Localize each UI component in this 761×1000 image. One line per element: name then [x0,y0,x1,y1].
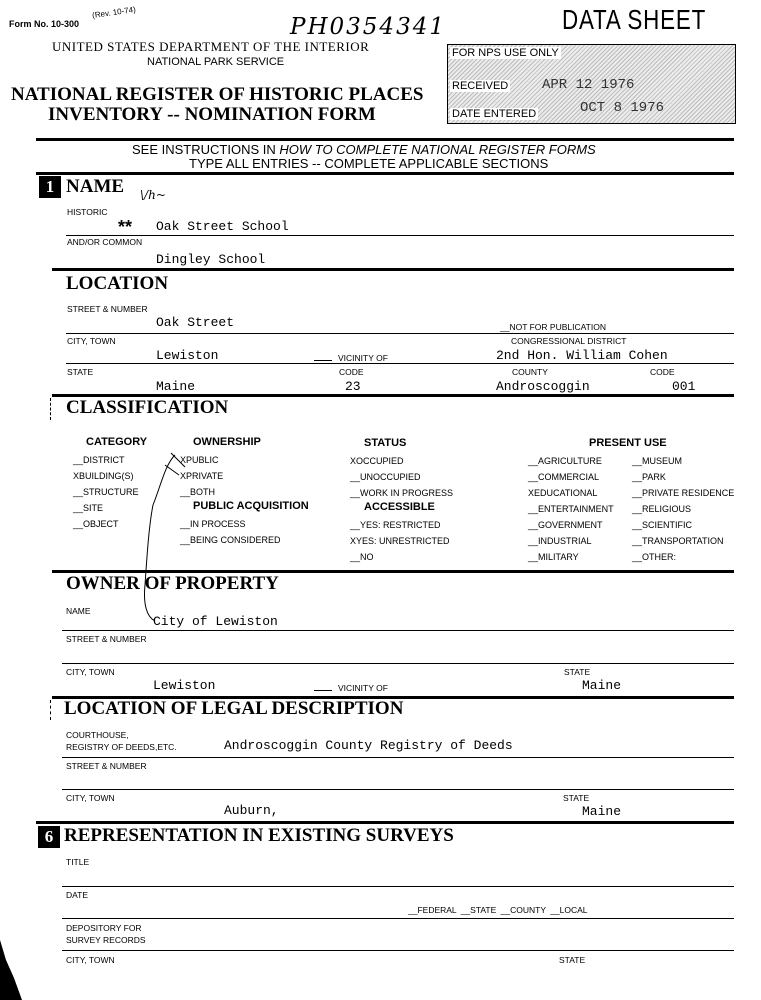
historic-marks: ** [118,217,133,237]
survey-title-line [62,886,734,887]
category-structure[interactable]: __STRUCTURE [73,487,139,497]
use-scientific[interactable]: __SCIENTIFIC [632,520,693,530]
use-religious[interactable]: __RELIGIOUS [632,504,692,514]
owner-name-value: City of Lewiston [153,614,278,629]
margin-mark-2 [50,700,51,720]
present-use-column2 [632,453,734,565]
accessible-no[interactable]: __NO [350,552,374,562]
not-for-publication: __NOT FOR PUBLICATION [500,322,606,332]
city-label: CITY, TOWN [67,336,116,346]
historic-label: HISTORIC [67,207,108,217]
category-buildings[interactable]: XBUILDING(S) [73,471,134,481]
use-entertainment[interactable]: __ENTERTAINMENT [528,504,614,514]
present-use-column1 [528,453,614,565]
survey-city-label: CITY, TOWN [66,955,115,965]
section-title-name: NAME [66,176,125,197]
acquisition-being-considered[interactable]: __BEING CONSIDERED [180,535,281,545]
section5-divider [36,821,734,824]
courthouse-line [62,757,734,758]
scan-edge-artifact [0,940,24,1000]
form-title-line1: NATIONAL REGISTER OF HISTORIC PLACES [11,84,424,105]
street-value: Oak Street [156,315,235,330]
vicinity-label: VICINITY OF [314,353,388,363]
courthouse-label-1: COURTHOUSE, [66,730,129,740]
present-use-header: PRESENT USE [589,437,667,449]
use-transportation[interactable]: __TRANSPORTATION [632,536,724,546]
form-revision: (Rev. 10-74) [91,4,137,21]
survey-state-label: STATE [559,955,586,965]
county-code-label: CODE [650,367,675,377]
section-title-classification: CLASSIFICATION [66,397,229,418]
courthouse-label-2: REGISTRY OF DEEDS,ETC. [66,742,177,752]
use-other[interactable]: __OTHER: [632,552,677,562]
common-name-value: Dingley School [156,252,266,267]
date-entered-label: DATE ENTERED [452,108,537,120]
ownership-both[interactable]: __BOTH [180,487,216,497]
received-label: RECEIVED [452,80,509,92]
handwritten-bracket [135,445,195,625]
ownership-header: OWNERSHIP [193,436,261,448]
section-title-legal-description: LOCATION OF LEGAL DESCRIPTION [64,698,404,719]
owner-vicinity-label: VICINITY OF [314,683,388,693]
section-title-location: LOCATION [66,273,169,294]
acquisition-in-process[interactable]: __IN PROCESS [180,519,246,529]
section-title-surveys: REPRESENTATION IN EXISTING SURVEYS [64,825,454,846]
status-occupied[interactable]: XOCCUPIED [350,456,404,466]
use-park[interactable]: __PARK [632,472,666,482]
accessible-unrestricted[interactable]: XYES: UNRESTRICTED [350,536,450,546]
status-header: STATUS [364,437,407,449]
owner-street-label: STREET & NUMBER [66,634,147,644]
instructions-divider [36,172,734,175]
survey-levels: __FEDERAL __STATE __COUNTY __LOCAL [408,905,588,915]
use-military[interactable]: __MILITARY [528,552,579,562]
acquisition-list [180,516,281,548]
handwritten-reference-number: PH0354341 [290,14,446,40]
margin-mark [50,398,51,420]
data-sheet-heading: DATA SHEET [562,4,707,35]
received-stamp: APR 12 1976 [542,77,635,93]
owner-name-label: NAME [66,606,91,616]
owner-state-label: STATE [564,667,591,677]
code-label: CODE [339,367,364,377]
status-work-in-progress[interactable]: __WORK IN PROGRESS [350,488,454,498]
category-list [73,452,139,532]
category-object[interactable]: __OBJECT [73,519,119,529]
owner-city-value: Lewiston [153,678,216,693]
form-title-line2: INVENTORY -- NOMINATION FORM [48,104,376,125]
survey-date-label: DATE [66,890,89,900]
status-list [350,453,453,501]
category-site[interactable]: __SITE [73,503,104,513]
instructions-line1: SEE INSTRUCTIONS IN HOW TO COMPLETE NATIONAL REGISTER FORMS [132,142,596,157]
legal-state-label: STATE [563,793,590,803]
status-unoccupied[interactable]: __UNOCCUPIED [350,472,421,482]
state-label: STATE [67,367,94,377]
legal-state-value: Maine [582,804,622,819]
department-name: UNITED STATES DEPARTMENT OF THE INTERIOR [52,39,370,54]
survey-title-label: TITLE [66,857,90,867]
courthouse-value: Androscoggin County Registry of Deeds [224,738,513,753]
street-label: STREET & NUMBER [67,304,148,314]
nps-use-label: FOR NPS USE ONLY [452,47,559,59]
use-private-residence[interactable]: __PRIVATE RESIDENCE [632,488,735,498]
section1-divider [52,268,734,271]
owner-city-label: CITY, TOWN [66,667,115,677]
historic-line [66,235,734,236]
service-name: NATIONAL PARK SERVICE [147,56,285,68]
county-label: COUNTY [512,367,548,377]
legal-city-value: Auburn, [224,803,279,818]
depository-label-1: DEPOSITORY FOR [66,923,142,933]
acquisition-header: PUBLIC ACQUISITION [193,500,309,512]
historic-name-value: Oak Street School [156,219,289,234]
use-educational[interactable]: XEDUCATIONAL [528,488,598,498]
street-line [66,333,734,334]
owner-street-line [62,663,734,664]
common-label: AND/OR COMMON [67,237,143,247]
city-line [66,363,734,364]
ownership-private[interactable]: XPRIVATE [180,471,224,481]
county-value: Androscoggin [496,379,590,394]
section-number-6: 6 [38,826,60,848]
county-code-value: 001 [672,379,696,394]
form-number: Form No. 10-300 [9,19,80,29]
section-number-1: 1 [39,176,61,198]
use-agriculture[interactable]: __AGRICULTURE [528,456,602,466]
header-divider [36,138,734,141]
entered-stamp: OCT 8 1976 [580,100,665,116]
section-title-owner: OWNER OF PROPERTY [66,573,279,594]
use-commercial[interactable]: __COMMERCIAL [528,472,600,482]
survey-date-line [62,918,734,919]
category-district[interactable]: __DISTRICT [73,455,125,465]
state-value: Maine [156,379,196,394]
depository-label-2: SURVEY RECORDS [66,935,146,945]
depository-line [62,950,734,951]
accessible-header: ACCESSIBLE [364,501,435,513]
legal-city-label: CITY, TOWN [66,793,115,803]
owner-state-value: Maine [582,678,622,693]
nps-use-only-box [447,44,736,124]
use-government[interactable]: __GOVERNMENT [528,520,603,530]
congressional-value: 2nd Hon. William Cohen [496,348,668,363]
state-code-value: 23 [345,379,361,394]
city-value: Lewiston [156,348,219,363]
handwritten-mark: \/h~ [140,188,166,202]
congressional-label: CONGRESSIONAL DISTRICT [511,336,627,346]
instructions-line2: TYPE ALL ENTRIES -- COMPLETE APPLICABLE SECTIONS [189,156,549,171]
legal-street-line [62,789,734,790]
ownership-public[interactable]: XPUBLIC [180,455,219,465]
accessible-list [350,517,450,565]
owner-name-line [62,630,734,631]
use-industrial[interactable]: __INDUSTRIAL [528,536,592,546]
category-header: CATEGORY [86,436,148,448]
use-museum[interactable]: __MUSEUM [632,456,683,466]
legal-street-label: STREET & NUMBER [66,761,147,771]
accessible-restricted[interactable]: __YES: RESTRICTED [350,520,441,530]
